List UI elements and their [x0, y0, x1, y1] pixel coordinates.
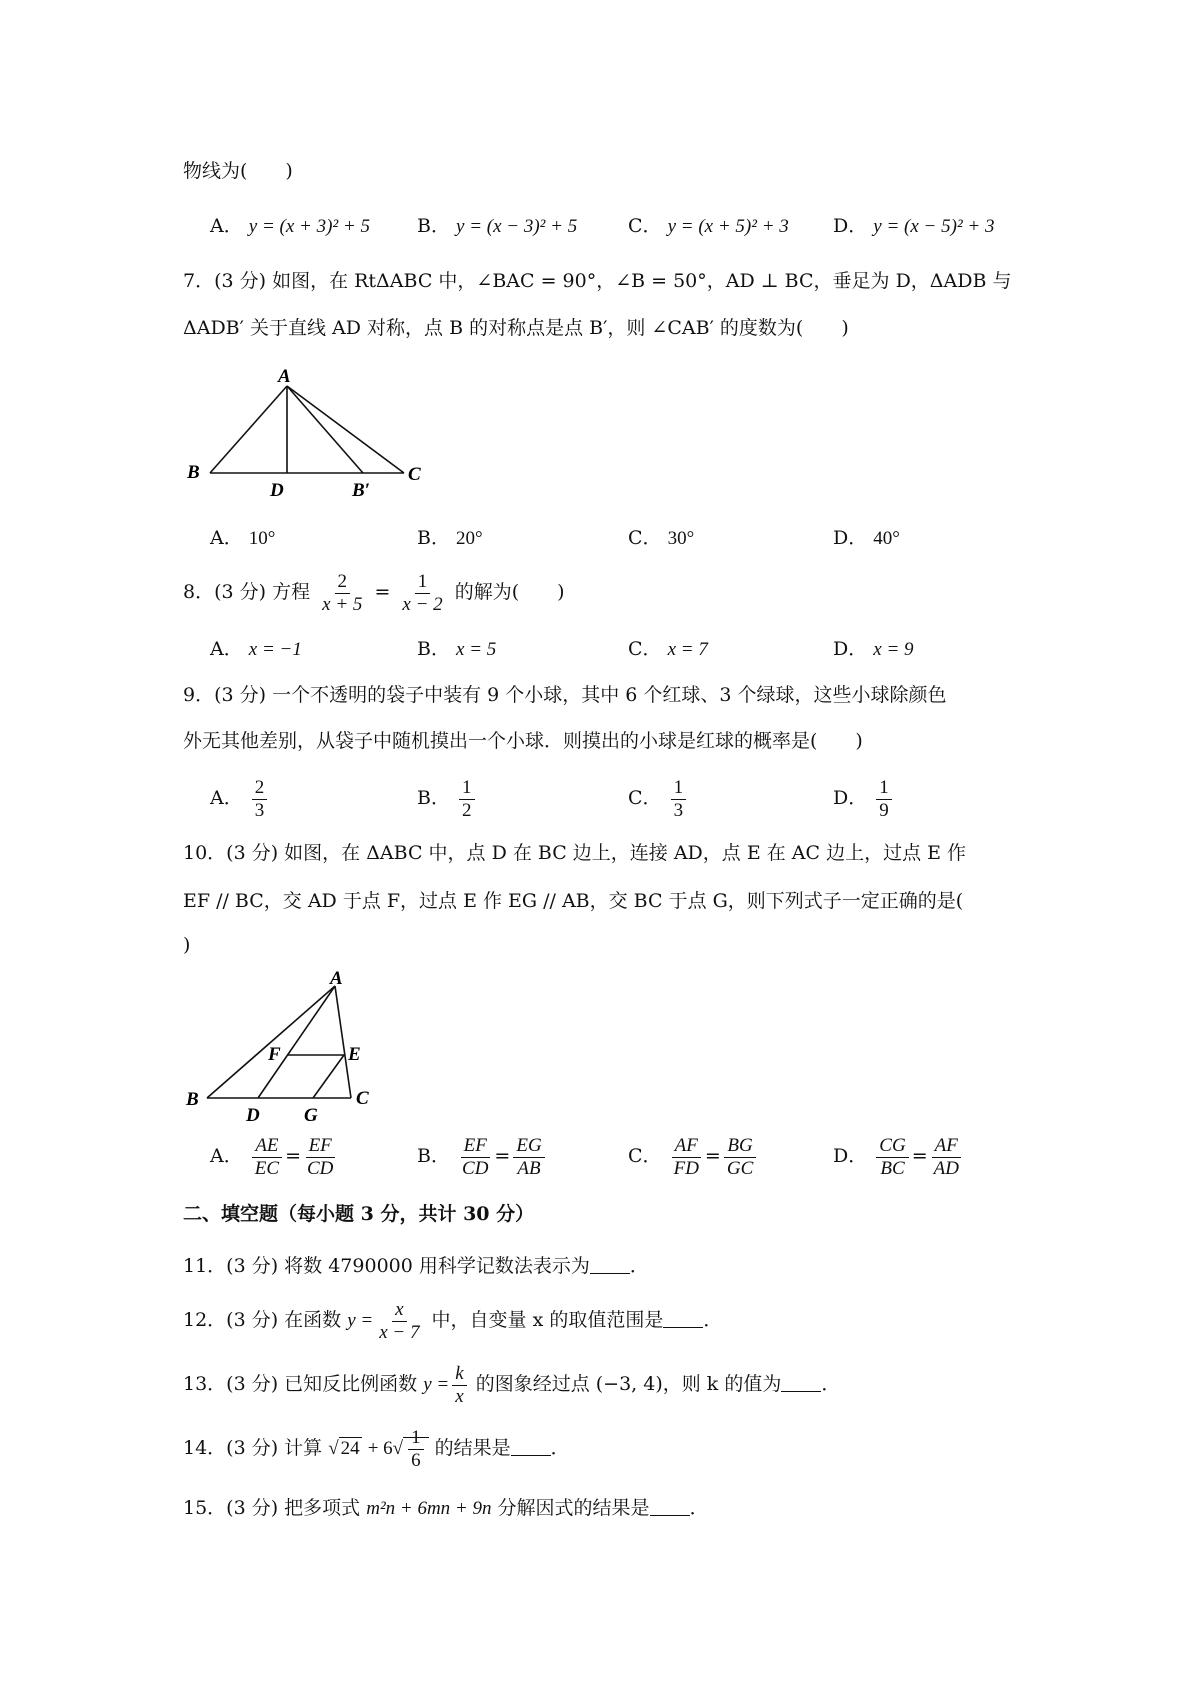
q8-option-a: A． x = −1	[210, 638, 302, 660]
q6-option-b: B． y = (x − 3)² + 5	[417, 215, 578, 237]
q7-line-2: ΔADB′ 关于直线 AD 对称，点 B 的对称点是点 B′，则 ∠CAB′ 的度数为( )	[183, 317, 849, 339]
q7-line-ab2	[287, 386, 363, 473]
q9-option-a: A． $\frac{2}{3}$	[210, 773, 270, 823]
q10-label-d: D	[246, 1105, 260, 1126]
q14-sqrt-fraction: √ $\frac{1}{6}$	[393, 1437, 429, 1459]
q11-answer-blank[interactable]	[590, 1253, 630, 1274]
q10-label-b: B	[186, 1089, 199, 1110]
q9-option-c: C． $\frac{1}{3}$	[628, 773, 689, 823]
q10-line-ad	[258, 986, 335, 1098]
q9-option-b: B． $\frac{1}{2}$	[417, 773, 478, 823]
q8-option-c: C． x = 7	[628, 638, 708, 660]
q11: 11．(3 分) 将数 4790000 用科学记数法表示为 ．	[183, 1255, 649, 1277]
q12-answer-blank[interactable]	[663, 1307, 703, 1328]
q7-label-b: B	[187, 462, 200, 483]
q10-line-ab	[207, 986, 335, 1098]
q7-label-d: D	[270, 480, 284, 500]
q8-option-d: D． x = 9	[833, 638, 914, 660]
q9-line-1: 9．(3 分) 一个不透明的袋子中装有 9 个小球，其中 6 个红球、3 个绿球，这些小球除颜色	[183, 684, 947, 706]
q7-figure	[180, 360, 440, 500]
q8-stem: 8．(3 分) 方程 $\frac{2}{x + 5}$ = $\frac{1}{x - 2}$ 的解为( )	[183, 570, 565, 615]
q10-label-e: E	[348, 1044, 361, 1065]
q9-option-d: D． $\frac{1}{9}$	[833, 773, 895, 823]
q6-option-a: A． y = (x + 3)² + 5	[210, 215, 370, 237]
q10-line-3: )	[183, 934, 191, 956]
q7-option-c: C． 30°	[628, 527, 695, 549]
q9-line-2: 外无其他差别，从袋子中随机摸出一个小球．则摸出的小球是红球的概率是( )	[183, 730, 863, 752]
q10-line-2: EF // BC，交 AD 于点 F，过点 E 作 EG // AB，交 BC 于点 G，则下列式子一定正确的是(	[183, 890, 964, 912]
q10-label-a: A	[330, 968, 343, 989]
q10-option-b: B． $\frac{EF}{CD}$ = $\frac{EG}{AB}$	[417, 1131, 548, 1181]
q15: 15．(3 分) 把多项式 m²n + 6mn + 9n 分解因式的结果是 ．	[183, 1497, 709, 1519]
q8-fraction-1: $\frac{2}{x + 5}$	[322, 570, 363, 615]
q10-option-d: D． $\frac{CG}{BC}$ = $\frac{AF}{AD}$	[833, 1134, 959, 1179]
q7-line-ac	[287, 386, 404, 473]
q6-option-c: C． y = (x + 5)² + 3	[628, 215, 789, 237]
q6-continuation	[183, 156, 293, 186]
q8-fraction-2: $\frac{1}{x - 2}$	[402, 570, 443, 615]
q7-line-1: 7．(3 分) 如图，在 RtΔABC 中，∠BAC = 90°，∠B = 50°，AD ⊥ BC，垂足为 D，ΔADB 与	[183, 270, 1012, 292]
q14: 14．(3 分) 计算 √ 24 + 6√ $\frac{1}{6}$ 的结果是 ．	[183, 1427, 570, 1472]
q10-label-c: C	[356, 1088, 369, 1109]
q10-line-1: 10．(3 分) 如图，在 ΔABC 中，点 D 在 BC 边上，连接 AD，点 E 在 AC 边上，过点 E 作	[183, 842, 967, 864]
q6-paren: ( )	[240, 160, 293, 182]
q6-text: 物线为	[183, 160, 241, 182]
q7-label-b-prime: B′	[352, 480, 371, 500]
q13-answer-blank[interactable]	[781, 1371, 821, 1392]
q10-figure	[180, 968, 410, 1128]
q14-sqrt-24: √ 24	[328, 1438, 360, 1459]
q7-label-c: C	[408, 464, 421, 485]
q14-answer-blank[interactable]	[511, 1435, 551, 1456]
q7-line-ab	[210, 386, 287, 473]
q7-label-a: A	[278, 366, 291, 387]
q7-option-b: B． 20°	[417, 527, 483, 549]
q10-label-f: F	[268, 1044, 281, 1065]
q6-option-d: D． y = (x − 5)² + 3	[833, 215, 995, 237]
q13: 13．(3 分) 已知反比例函数 y = $\frac{k}{x}$ 的图象经过点 (−3, 4)，则 k 的值为 ．	[183, 1362, 841, 1407]
q8-option-b: B． x = 5	[417, 638, 497, 660]
q7-option-d: D． 40°	[833, 527, 900, 549]
q10-option-c: C． $\frac{AF}{FD}$ = $\frac{BG}{GC}$	[628, 1131, 759, 1181]
q10-line-eg	[313, 1055, 344, 1098]
q10-option-a: A． $\frac{AE}{EC}$ = $\frac{EF}{CD}$	[210, 1134, 334, 1179]
q12: 12．(3 分) 在函数 y = $\frac{x}{x - 7}$ 中，自变量 x 的取值范围是 ．	[183, 1298, 723, 1343]
q10-line-ac	[335, 986, 351, 1098]
q10-label-g: G	[304, 1105, 318, 1126]
q15-answer-blank[interactable]	[650, 1495, 690, 1516]
section-2-title: 二、填空题（每小题 3 分，共计 30 分）	[183, 1203, 535, 1225]
q7-option-a: A． 10°	[210, 527, 276, 549]
